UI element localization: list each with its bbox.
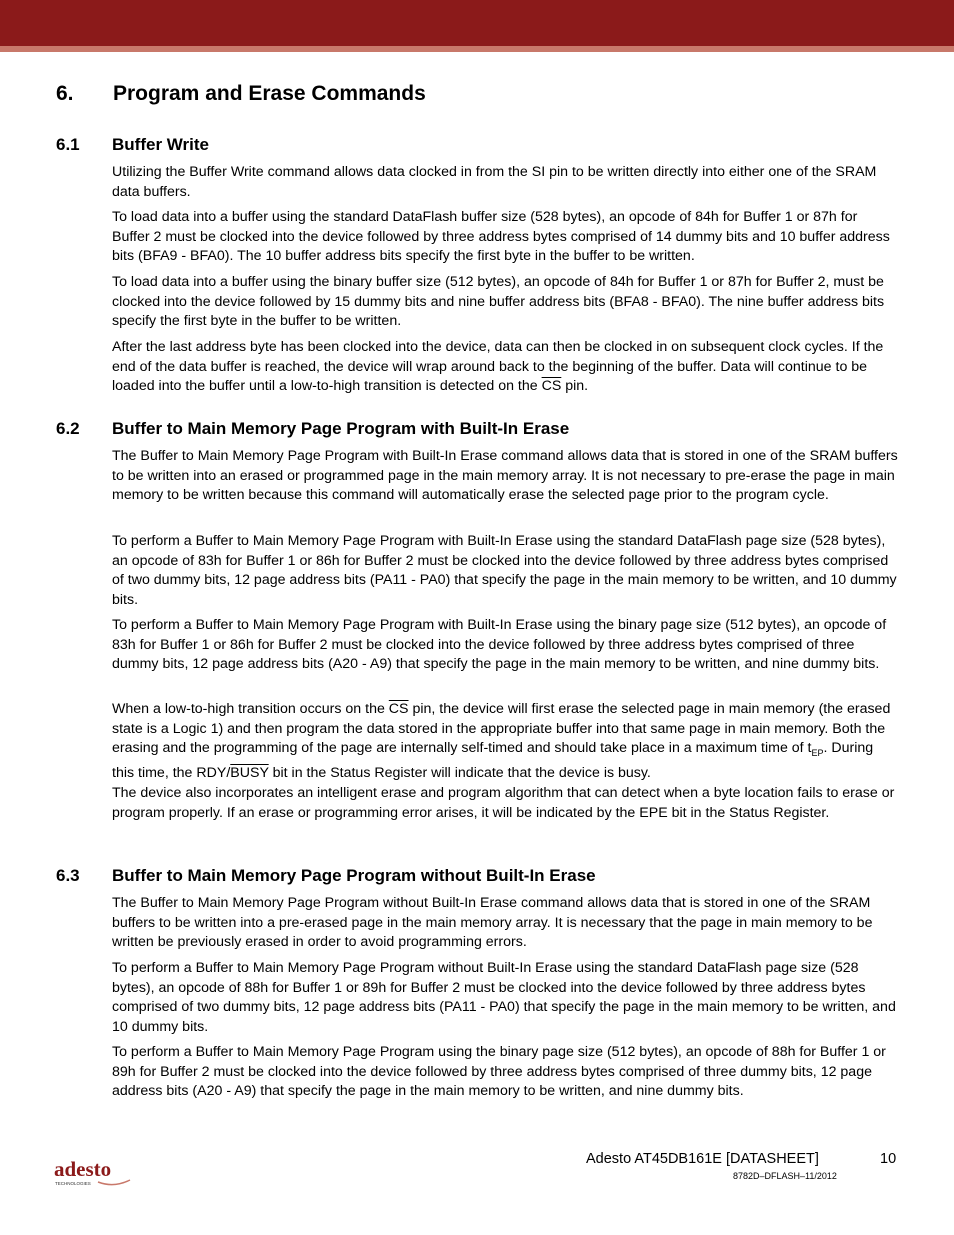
text-run: pin. xyxy=(561,378,589,395)
header-stripe xyxy=(0,46,954,52)
paragraph: To perform a Buffer to Main Memory Page Program without Built-In Erase using the standard DataFlash page size (528 bytes), an opcode of 88h for Buffer 1 or 89h for Buffer 2 must be clocked into the device followed by three address bytes comprised of two dummy bits, 12 page address bits (PA11 - PA0) that specify the page in the main memory to be written, and 10 dummy bits. xyxy=(112,960,896,1036)
logo-subtext: TECHNOLOGIES xyxy=(55,1181,91,1186)
section-title: Program and Erase Commands xyxy=(113,82,426,105)
subsection-number: 6.2 xyxy=(56,419,80,438)
text-run: When a low-to-high transition occurs on the xyxy=(112,701,389,717)
footer-document-title: Adesto AT45DB161E [DATASHEET] xyxy=(586,1151,819,1167)
section-number: 6. xyxy=(56,82,74,105)
footer-page-number: 10 xyxy=(880,1151,897,1167)
header-bar xyxy=(0,0,954,46)
paragraph: To load data into a buffer using the binary buffer size (512 bytes), an opcode of 84h for Buffer 1 or 87h for Buffer 2, must be clocked into the device followed by 15 dummy bits and nine buffer address bits (BFA8 - BFA0). The nine buffer address bits specify the first byte in the buffer to be written. xyxy=(112,274,885,330)
text-run: After the last address byte has been clocked into the device, data can then be clocked in on subsequent clock cycles. If the end of the data buffer is reached, the device will wrap around back to the beginning of the buffer. Data will continue to be loaded into the buffer until a low-to-high transition is detected on the xyxy=(112,339,884,395)
paragraph: The Buffer to Main Memory Page Program with Built-In Erase command allows data that is stored in one of the SRAM buffers to be written into an erased or programmed page in the main memory array. It is not necessary to pre-erase the page in main memory to be written because this command will automatically erase the selected page prior to the program cycle. xyxy=(112,448,898,504)
logo-wordmark: adesto xyxy=(54,1158,112,1181)
text-run: . During this time, the RDY/ xyxy=(112,740,874,781)
paragraph xyxy=(112,338,898,397)
text-run: bit in the Status Register will indicate that the device is busy. xyxy=(268,764,651,781)
footer-document-code: 8782D–DFLASH–11/2012 xyxy=(733,1171,837,1181)
subsection-title: Buffer to Main Memory Page Program with Built-In Erase xyxy=(112,419,570,438)
paragraph: The Buffer to Main Memory Page Program without Built-In Erase command allows data that is stored in one of the SRAM buffers to be written into a pre-erased page in the main memory array. It is necessary that the page in main memory to be written be previously erased in order to avoid programming errors. xyxy=(112,895,873,951)
subsection-title: Buffer to Main Memory Page Program without Built-In Erase xyxy=(112,866,596,885)
cs-signal: $\overline{CS}$ xyxy=(541,378,562,395)
paragraph: The device also incorporates an intelligent erase and program algorithm that can detect when a byte location fails to erase or program properly. If an erase or programming error arises, it will be indicated by the EPE bit in the Status Register. xyxy=(112,785,895,821)
logo-icon xyxy=(54,1158,144,1188)
paragraph: To perform a Buffer to Main Memory Page Program using the binary page size (512 bytes), an opcode of 88h for Buffer 1 or 89h for Buffer 2 must be clocked into the device followed by three address bytes comprised of three dummy bits, 12 page address bits (A20 - A9) that specify the page in the main memory to be written, and nine dummy bits. xyxy=(112,1044,886,1100)
subsection-title: Buffer Write xyxy=(112,135,209,154)
subscript-ep: EP xyxy=(811,748,824,759)
paragraph: To load data into a buffer using the standard DataFlash buffer size (528 bytes), an opcode of 84h for Buffer 1 or 87h for Buffer 2 must be clocked into the device followed by three address bytes comprised of 14 dummy bits and 10 buffer address bits (BFA9 - BFA0). The 10 buffer address bits specify the first byte in the buffer to be written. xyxy=(112,209,890,265)
paragraph: To perform a Buffer to Main Memory Page Program with Built-In Erase using the standard DataFlash page size (528 bytes), an opcode of 83h for Buffer 1 or 86h for Buffer 2 must be clocked into the device followed by three address bytes comprised of two dummy bits, 12 page address bits (PA11 - PA0) that specify the page in the main memory to be written, and 10 dummy bits. xyxy=(112,533,897,609)
adesto-logo xyxy=(54,1158,144,1188)
subsection-number: 6.3 xyxy=(56,866,80,885)
busy-signal: BUSY xyxy=(230,764,269,781)
paragraph: To perform a Buffer to Main Memory Page Program with Built-In Erase using the binary page size (512 bytes), an opcode of 83h for Buffer 1 or 86h for Buffer 2 must be clocked into the device followed by three address bytes comprised of three dummy bits, 12 page address bits (A20 - A9) that specify the page in the main memory to be written, and nine dummy bits. xyxy=(112,617,887,673)
paragraph xyxy=(112,700,898,784)
text-run: pin, the device will first erase the selected page in main memory (the erased state is a Logic 1) and then program the data stored in the appropriate buffer into that same page in main memory. Both the erasing and the programming of the page are internally self-timed and should take place in a maximum time of t xyxy=(112,701,891,757)
paragraph: Utilizing the Buffer Write command allows data clocked in from the SI pin to be written directly into either one of the SRAM data buffers. xyxy=(112,164,877,200)
subsection-number: 6.1 xyxy=(56,135,80,154)
cs-signal: $\overline{CS}$ xyxy=(388,701,409,717)
